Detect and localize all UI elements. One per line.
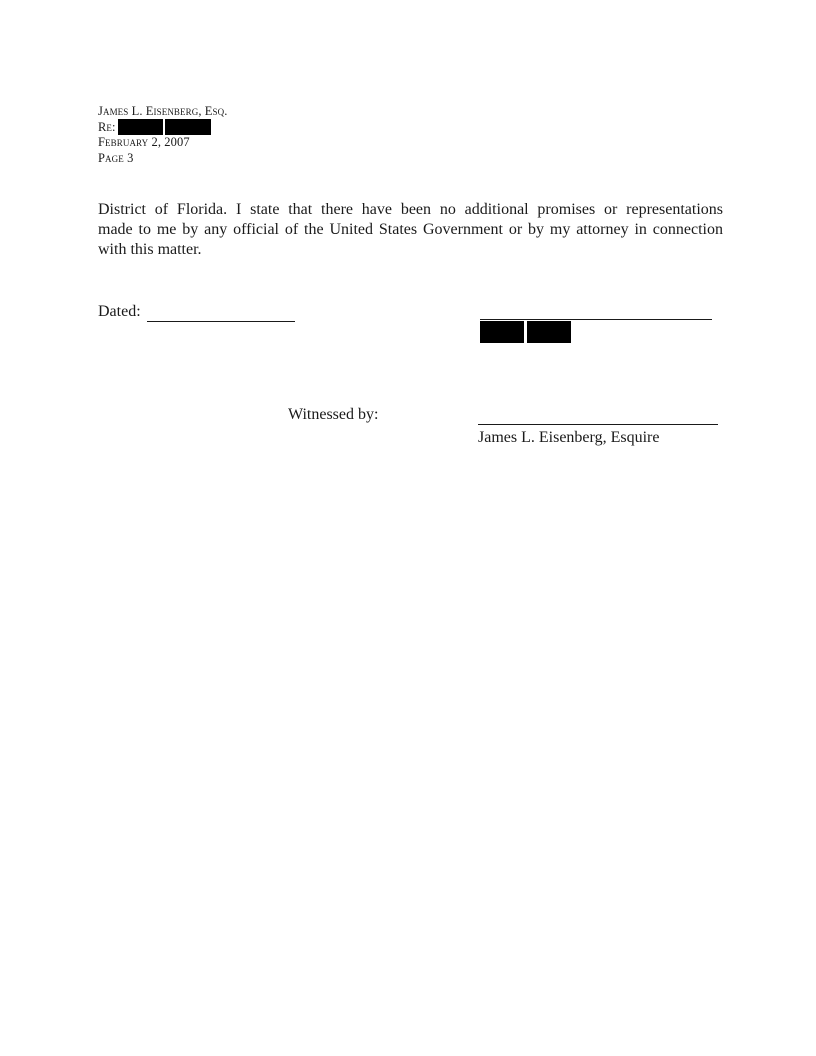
body-paragraph [98, 200, 723, 260]
redaction-block [118, 119, 163, 135]
witness-name: James L. Eisenberg, Esquire [478, 429, 660, 446]
header-date: February 2, 2007 [98, 135, 190, 149]
body-line-1: District of Florida. I state that there have been no additional promises or representations [98, 201, 723, 218]
witnessed-label: Witnessed by: [288, 406, 379, 423]
witness-signature-line [478, 423, 718, 425]
defendant-signature-line [480, 318, 712, 320]
body-line-2: made to me by any official of the United States Government or by my attorney in connection [98, 221, 723, 238]
body-line-3: with this matter. [98, 241, 202, 258]
header-re-line [98, 120, 227, 136]
redaction-block [480, 321, 524, 343]
dated-label: Dated: [98, 303, 141, 320]
redaction-block [165, 119, 211, 135]
letter-header [98, 104, 227, 166]
redaction-block [527, 321, 571, 343]
header-re-label: Re: [98, 119, 116, 134]
dated-field [98, 302, 295, 322]
dated-blank-line [147, 305, 295, 322]
header-addressee: James L. Eisenberg, Esq. [98, 104, 228, 118]
header-page-number: Page 3 [98, 150, 134, 165]
